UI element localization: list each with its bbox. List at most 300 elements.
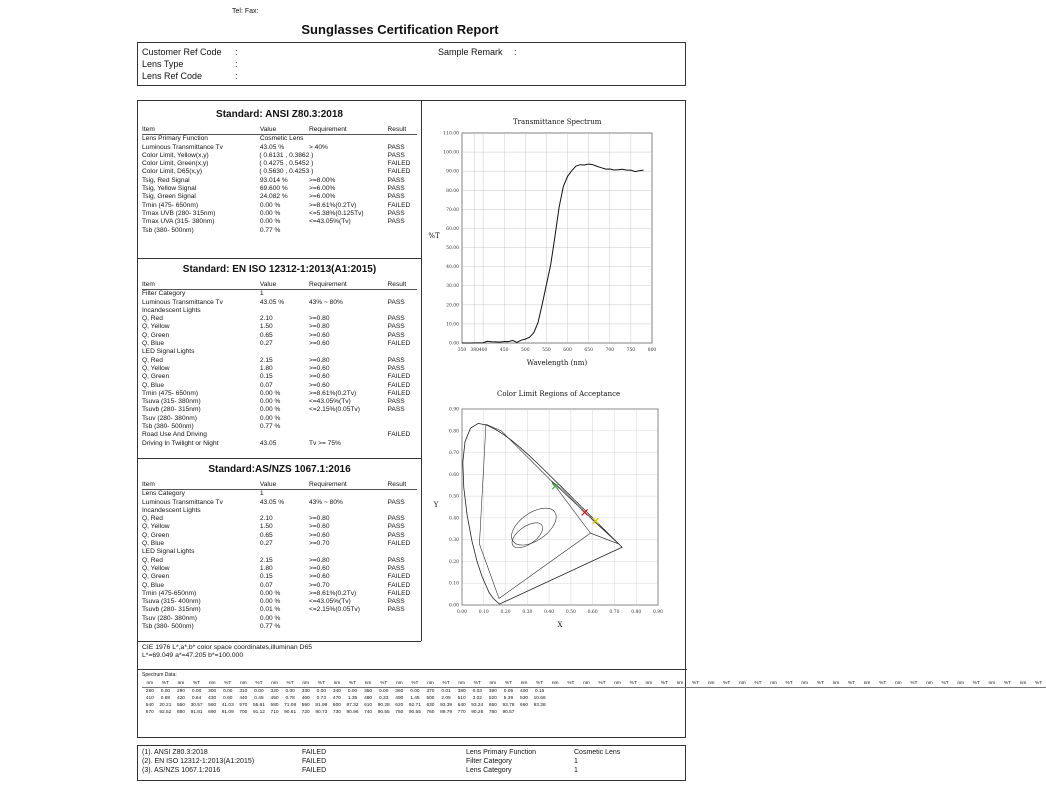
spectrum-cell: 400 — [520, 689, 529, 694]
table-row — [142, 177, 417, 185]
y-tick-label: 0.80 — [448, 429, 459, 435]
table-row-cell: 0.00 % — [259, 598, 281, 606]
spectrum-cell: 93.78 — [502, 703, 515, 708]
sample-remark-label: Sample Remark — [438, 47, 503, 57]
table-row-cell: <=43.05%(Tv) — [308, 218, 351, 226]
spectrum-cell: %T — [598, 681, 606, 686]
table-row — [142, 598, 417, 606]
table-row — [142, 523, 417, 531]
table-row — [142, 490, 417, 498]
spectrum-cell: 370 — [426, 689, 435, 694]
table-row — [142, 340, 417, 348]
spectrum-cell: 0.60 — [223, 696, 233, 701]
customer-ref-colon: : — [235, 47, 238, 57]
table-header-row-cell: Result — [387, 481, 407, 488]
table-row-cell: Tsb (380- 500nm) — [142, 623, 194, 631]
spectrum-cell: 470 — [332, 696, 341, 701]
summary-std-1: (1). ANSI Z80.3:2018 — [142, 749, 208, 756]
y-tick-label: 0.40 — [448, 516, 459, 522]
table-row-cell — [309, 415, 388, 423]
table-row-cell: Q, Red — [142, 556, 163, 564]
color-limit-chart — [422, 399, 684, 639]
summary-prop-3: Lens Category — [466, 767, 512, 774]
spectrum-cell: %T — [754, 681, 762, 686]
spectrum-cell: 280 — [145, 689, 154, 694]
table-row-cell: Tsig, Green Signal — [142, 193, 196, 201]
table-row-cell — [309, 423, 388, 431]
spectrum-cell: %T — [348, 681, 357, 686]
spectrum-cell: 0.88 — [160, 696, 171, 701]
table-row-cell: Tmin (475- 650nm) — [142, 201, 199, 209]
spectrum-cell: %T — [255, 681, 263, 686]
summary-result-2: FAILED — [302, 758, 327, 765]
table-row-cell: Q, Yellow — [142, 364, 170, 372]
spectrum-cell: nm — [177, 681, 185, 686]
table-row-cell — [388, 227, 417, 235]
cie-line-1: CIE 1976 L*,a*,b* color space coordinates,illuminan D65 — [142, 644, 313, 651]
lens-type-label: Lens Type — [142, 59, 184, 69]
table-row — [142, 582, 417, 590]
table-row — [142, 565, 417, 573]
spectrum-cell: nm — [520, 681, 528, 686]
x-tick-label: 0.90 — [652, 610, 664, 615]
spectrum-cell: %T — [504, 681, 513, 686]
table-row-cell: PASS — [387, 531, 405, 539]
table-row-cell — [388, 135, 417, 143]
spectrum-cell: 430 — [208, 696, 217, 701]
table-row-cell: <=5.38%(0.125Tv) — [308, 209, 364, 217]
y-tick-label: 10.00 — [446, 322, 459, 328]
table-row-cell — [388, 348, 417, 356]
spectrum-cell: 91.81 — [190, 710, 203, 715]
summary-box — [137, 745, 686, 781]
spectrum-cell: %T — [286, 681, 294, 686]
spectrum-cell: 740 — [364, 710, 373, 715]
x-tick-label: 0.60 — [587, 610, 598, 615]
table-row-cell: Tsuvb (280- 315nm) — [142, 606, 201, 614]
customer-ref-label: Customer Ref Code — [142, 47, 222, 57]
table-header-row-cell: Result — [387, 281, 407, 288]
x-tick-label: 0.00 — [456, 610, 468, 615]
table-row-cell: >=8.00% — [308, 176, 336, 184]
spectrum-cell: 540 — [145, 703, 154, 708]
table-row-cell: Color Limit, Yellow(x,y) — [142, 151, 209, 159]
table-row — [142, 390, 417, 398]
spectrum-cell: nm — [739, 681, 746, 686]
y-tick-label: 30.00 — [446, 284, 459, 290]
lens-type-colon: : — [235, 59, 238, 69]
spectrum-cell: nm — [832, 681, 840, 686]
table-row-cell — [388, 490, 417, 498]
spectrum-cell: nm — [645, 681, 653, 686]
table-row-cell: >=0.60 — [308, 331, 330, 339]
spectrum-cell: 530 — [520, 696, 529, 701]
table-row-cell: 1 — [259, 490, 264, 498]
spectrum-cell: 450 — [270, 696, 279, 701]
table-row-cell: Luminous Transmittance Tv — [142, 498, 223, 506]
table-row — [142, 365, 417, 373]
x-tick-label: 350 — [457, 348, 467, 353]
table-row-cell: Cosmetic Lens — [259, 135, 304, 143]
table-row-cell: PASS — [387, 193, 405, 201]
spectrum-cell: 0.78 — [285, 696, 295, 701]
spectrum-cell: 92.52 — [159, 710, 172, 715]
table-row-cell: Q, Blue — [142, 340, 164, 348]
table-header-row-cell: Item — [142, 126, 155, 133]
table-row — [142, 144, 417, 152]
table-row-cell: >=0.60 — [308, 373, 330, 381]
table-row-cell: 1.80 — [259, 564, 273, 572]
table-row — [142, 307, 417, 315]
spectrum-cell: 760 — [426, 710, 435, 715]
spectrum-cell: 670 — [145, 710, 154, 715]
spectrum-cell: 0.45 — [254, 696, 264, 701]
y-tick-label: 0.00 — [448, 341, 459, 347]
table-row-cell: PASS — [387, 356, 405, 364]
asnzs-table — [142, 481, 417, 631]
spectrum-data-table — [142, 680, 1046, 716]
x-tick-label: 800 — [647, 348, 657, 353]
x-tick-label: 0.30 — [522, 610, 533, 615]
table-row-cell: 0.00 % — [259, 614, 281, 622]
table-row-cell: 2.15 — [259, 356, 273, 364]
x-tick-label: 0.20 — [500, 610, 511, 615]
table-row-cell: >=0.80 — [308, 515, 330, 523]
y-axis-label: Y — [433, 501, 439, 509]
table-row-cell: Q, Green — [142, 331, 170, 339]
spectrum-cell: 580 — [270, 703, 279, 708]
spectrum-row — [142, 709, 1046, 716]
spectrum-cell: 570 — [239, 703, 248, 708]
spectrum-cell: nm — [988, 681, 996, 686]
spectrum-cell: 87.32 — [346, 703, 359, 708]
spectrum-cell: 93.39 — [440, 703, 453, 708]
spectrum-data-title: Spectrum Data: — [142, 672, 177, 678]
y-tick-label: 0.20 — [448, 559, 459, 565]
table-row-cell: PASS — [387, 398, 405, 406]
table-row-cell — [260, 307, 309, 315]
spectrum-cell: %T — [161, 681, 169, 686]
table-row-cell: Tmax UVB (280- 315nm) — [142, 209, 216, 217]
table-row-cell: Driving In Twilight or Night — [142, 439, 219, 447]
y-tick-label: 0.60 — [448, 472, 459, 478]
spectrum-cell: nm — [926, 681, 933, 686]
spectrum-row — [142, 688, 1046, 695]
spectrum-cell: %T — [442, 681, 450, 686]
y-tick-label: 50.00 — [446, 246, 459, 252]
table-row-cell: FAILED — [387, 373, 411, 381]
spectrum-cell: 730 — [332, 710, 341, 715]
table-row-cell: Q, Red — [142, 356, 163, 364]
spectrum-cell: 610 — [364, 703, 373, 708]
table-row-cell — [309, 227, 388, 235]
spectrum-cell: 590 — [301, 703, 310, 708]
spectrum-cell: 0.00 — [285, 689, 295, 694]
table-row — [142, 423, 417, 431]
spectrum-cell: 0.33 — [379, 696, 389, 701]
x-tick-label: 0.80 — [631, 610, 642, 615]
spectrum-cell: 93.24 — [471, 703, 484, 708]
spectrum-cell: 0.15 — [534, 689, 545, 694]
table-row — [142, 532, 417, 540]
table-row — [142, 332, 417, 340]
spectrum-cell: 0.00 — [223, 689, 233, 694]
cie-coordinates — [142, 644, 312, 660]
table-row — [142, 431, 417, 439]
spectrum-cell: nm — [489, 681, 497, 686]
table-row-cell — [309, 615, 388, 623]
spectrum-cell: %T — [910, 681, 918, 686]
table-row — [142, 227, 417, 235]
table-row — [142, 193, 417, 201]
spectrum-cell: nm — [427, 681, 434, 686]
spectrum-cell: 510 — [457, 696, 466, 701]
table-row-cell: >=8.61%(0.2Tv) — [308, 589, 357, 597]
table-row — [142, 152, 417, 160]
table-row-cell: 0.27 — [259, 340, 273, 348]
table-row — [142, 218, 417, 226]
table-header-row-cell: Value — [259, 281, 277, 288]
table-row-cell: <=43.05%(Tv) — [308, 598, 351, 606]
y-axis-label: %T — [428, 232, 440, 240]
spectrum-cell: %T — [785, 681, 793, 686]
spectrum-cell: nm — [395, 681, 403, 686]
table-row-cell: LED Signal Lights — [142, 348, 195, 356]
spectrum-cell: 0.00 — [347, 689, 358, 694]
spectrum-cell: 560 — [208, 703, 217, 708]
table-row — [142, 382, 417, 390]
table-row-cell: FAILED — [387, 589, 411, 597]
table-row-cell: Tsuva (315- 380nm) — [142, 398, 201, 406]
spectrum-row — [142, 702, 1046, 709]
y-tick-label: 90.00 — [446, 169, 459, 175]
table-row-cell — [388, 440, 417, 448]
spectrum-cell: 0.00 — [316, 689, 326, 694]
contact-line: Tel: Fax: — [232, 8, 259, 15]
table-row-cell: PASS — [387, 331, 405, 339]
spectrum-cell: 480 — [364, 696, 373, 701]
y-tick-label: 40.00 — [446, 265, 459, 271]
table-header-row-cell: Item — [142, 281, 155, 288]
table-row-cell: 0.65 — [259, 531, 273, 539]
table-row-cell: Tsuv (280- 380nm) — [142, 414, 197, 422]
table-row-cell: Tsuvb (280- 315nm) — [142, 406, 201, 414]
spectrum-header-row — [142, 680, 1046, 688]
table-row-cell — [260, 507, 309, 515]
table-row-cell — [388, 290, 417, 298]
table-row-cell: >=0.80 — [308, 323, 330, 331]
spectrum-cell: 780 — [488, 710, 497, 715]
spectrum-cell: %T — [723, 681, 731, 686]
table-row — [142, 507, 417, 515]
table-row-cell: Tsuva (315- 400nm) — [142, 598, 201, 606]
table-row-cell: PASS — [387, 606, 405, 614]
spectrum-cell: %T — [473, 681, 481, 686]
spectrum-cell: 0.73 — [316, 696, 326, 701]
spectrum-cell: nm — [1019, 681, 1027, 686]
table-row-cell — [388, 307, 417, 315]
table-row-cell: 0.07 — [259, 581, 273, 589]
spectrum-cell: %T — [1035, 681, 1043, 686]
spectrum-cell: %T — [411, 681, 419, 686]
x-tick-label: 750 — [626, 348, 636, 353]
table-row-cell: >=0.70 — [308, 540, 330, 548]
spectrum-cell: 90.55 — [408, 710, 421, 715]
table-header-row-cell: Requirement — [308, 481, 347, 488]
x-axis-label: X — [557, 621, 563, 629]
table-row-cell — [309, 307, 388, 315]
spectrum-cell: 490 — [395, 696, 404, 701]
table-row-cell: 43.05 % — [259, 298, 285, 306]
y-tick-label: 0.30 — [448, 538, 459, 544]
table-row-cell: >=0.60 — [308, 523, 330, 531]
table-row-cell: 0.00 % — [259, 398, 281, 406]
table-row-cell: Q, Blue — [142, 540, 164, 548]
table-row — [142, 548, 417, 556]
table-row-cell: Q, Blue — [142, 381, 164, 389]
table-row-cell: Q, Red — [142, 315, 163, 323]
table-row-cell: 0.77 % — [259, 623, 281, 631]
spectrum-cell: 0.00 — [379, 689, 389, 694]
table-row-cell: 0.00 % — [259, 209, 281, 217]
spectrum-cell: 620 — [395, 703, 404, 708]
table-row-cell — [388, 623, 417, 631]
spectrum-cell: nm — [894, 681, 902, 686]
table-row-cell: PASS — [387, 151, 405, 159]
spectrum-cell: 500 — [426, 696, 435, 701]
spectrum-cell: 410 — [145, 696, 154, 701]
table-row-cell: 43.05 — [259, 439, 277, 447]
spectrum-cell: nm — [801, 681, 809, 686]
table-row-cell — [309, 548, 388, 556]
table-row-cell: PASS — [387, 523, 405, 531]
table-row-cell: >=0.60 — [308, 364, 330, 372]
table-row-cell: <=2.15%(0.05Tv) — [308, 406, 360, 414]
table-row-cell: Color Limit, D65(x,y) — [142, 168, 203, 176]
spectrum-cell: %T — [816, 681, 824, 686]
spectrum-cell: %T — [972, 681, 980, 686]
spectrum-cell: 0.00 — [160, 689, 171, 694]
x-tick-label: 450 — [499, 348, 509, 353]
spectrum-cell: 2.05 — [441, 696, 451, 701]
spectrum-cell: 300 — [208, 689, 217, 694]
table-row-cell: <=43.05%(Tv) — [308, 398, 351, 406]
spectrum-cell: 340 — [332, 689, 341, 694]
x-tick-label: 0.10 — [478, 610, 489, 615]
table-header-row-cell: Item — [142, 481, 155, 488]
x-tick-label: 0.50 — [565, 610, 576, 615]
table-row — [142, 615, 417, 623]
table-row-cell: PASS — [387, 143, 405, 151]
lens-ref-colon: : — [235, 71, 238, 81]
y-tick-label: 80.00 — [446, 188, 459, 194]
table-row-cell: PASS — [387, 515, 405, 523]
summary-val-1: Cosmetic Lens — [574, 749, 621, 756]
table-row-cell — [388, 615, 417, 623]
table-row-cell: >=0.80 — [308, 315, 330, 323]
spectrum-cell: nm — [707, 681, 715, 686]
standards-body-box — [137, 100, 1043, 738]
table-row-cell: 0.00 % — [259, 389, 281, 397]
spectrum-cell: nm — [676, 681, 684, 686]
table-row-cell: Tmin (475-650nm) — [142, 589, 197, 597]
spectrum-cell: 30.57 — [190, 703, 203, 708]
table-row — [142, 299, 417, 307]
spectrum-cell: 680 — [176, 710, 185, 715]
report-title: Sunglasses Certification Report — [301, 22, 499, 37]
x-tick-label: 700 — [605, 348, 615, 353]
table-row-cell: 0.27 — [259, 540, 273, 548]
table-row-cell: PASS — [387, 364, 405, 372]
table-row-cell: 0.15 — [259, 373, 273, 381]
table-row-cell: Tmin (475- 650nm) — [142, 389, 199, 397]
table-row — [142, 590, 417, 598]
table-row-cell: 0.00 % — [259, 218, 281, 226]
spectrum-cell: nm — [240, 681, 247, 686]
spectrum-cell: 90.61 — [284, 710, 297, 715]
table-row-cell — [388, 415, 417, 423]
spectrum-cell: 10.66 — [533, 696, 546, 701]
table-row-cell: 43% ~ 80% — [308, 298, 343, 306]
table-row-cell — [309, 290, 388, 298]
spectrum-cell: 520 — [488, 696, 497, 701]
spectrum-data-section — [138, 669, 1043, 739]
table-row — [142, 440, 417, 448]
spectrum-cell: 0.64 — [191, 696, 202, 701]
table-row-cell: 1 — [259, 290, 264, 298]
y-tick-label: 70.00 — [446, 207, 459, 213]
table-row-cell: FAILED — [387, 573, 411, 581]
table-row-cell: 0.01 % — [259, 606, 281, 614]
transmittance-series-line — [462, 164, 644, 343]
table-row-cell: 0.07 — [259, 381, 273, 389]
table-row-cell: ( 0.4275 , 0.5452 ) — [259, 160, 314, 168]
table-row-cell: Q, Yellow — [142, 323, 170, 331]
x-tick-label: 650 — [584, 348, 593, 353]
table-row-cell: Lens Primary Function — [142, 135, 208, 143]
x-axis-label: Wavelength (nm) — [526, 359, 588, 367]
table-row-cell: >=0.80 — [308, 356, 330, 364]
summary-std-3: (3). AS/NZS 1067.1:2016 — [142, 767, 221, 774]
spectrum-cell: 0.00 — [410, 689, 420, 694]
spectrum-cell: 90.96 — [346, 710, 359, 715]
table-row-cell: 0.00 % — [259, 201, 281, 209]
spectrum-cell: 720 — [301, 710, 310, 715]
spectrum-cell: %T — [879, 681, 887, 686]
x-tick-label: 600 — [563, 348, 572, 353]
table-row-cell: 1.50 — [259, 523, 273, 531]
table-row-cell: ( 0.5630 , 0.4253 ) — [259, 168, 314, 176]
spectrum-cell: 650 — [488, 703, 497, 708]
spectrum-cell: 93.38 — [533, 703, 546, 708]
spectrum-cell: 320 — [270, 689, 279, 694]
table-row-cell — [260, 431, 309, 439]
table-row-cell: >=0.60 — [308, 573, 330, 581]
spectrum-cell: 710 — [270, 710, 279, 715]
table-row — [142, 357, 417, 365]
spectrum-cell: nm — [146, 681, 154, 686]
spectrum-cell: 92.71 — [408, 703, 421, 708]
x-tick-label: 550 — [542, 348, 551, 353]
spectrum-cell: nm — [551, 681, 559, 686]
spectrum-cell — [516, 709, 532, 716]
spectrum-cell: %T — [567, 681, 575, 686]
table-row-cell: 0.65 — [259, 331, 273, 339]
spectrum-cell: 71.08 — [284, 703, 297, 708]
spectrum-cell — [532, 709, 548, 716]
y-tick-label: 60.00 — [446, 226, 459, 232]
spectrum-cell: 91.09 — [221, 710, 234, 715]
